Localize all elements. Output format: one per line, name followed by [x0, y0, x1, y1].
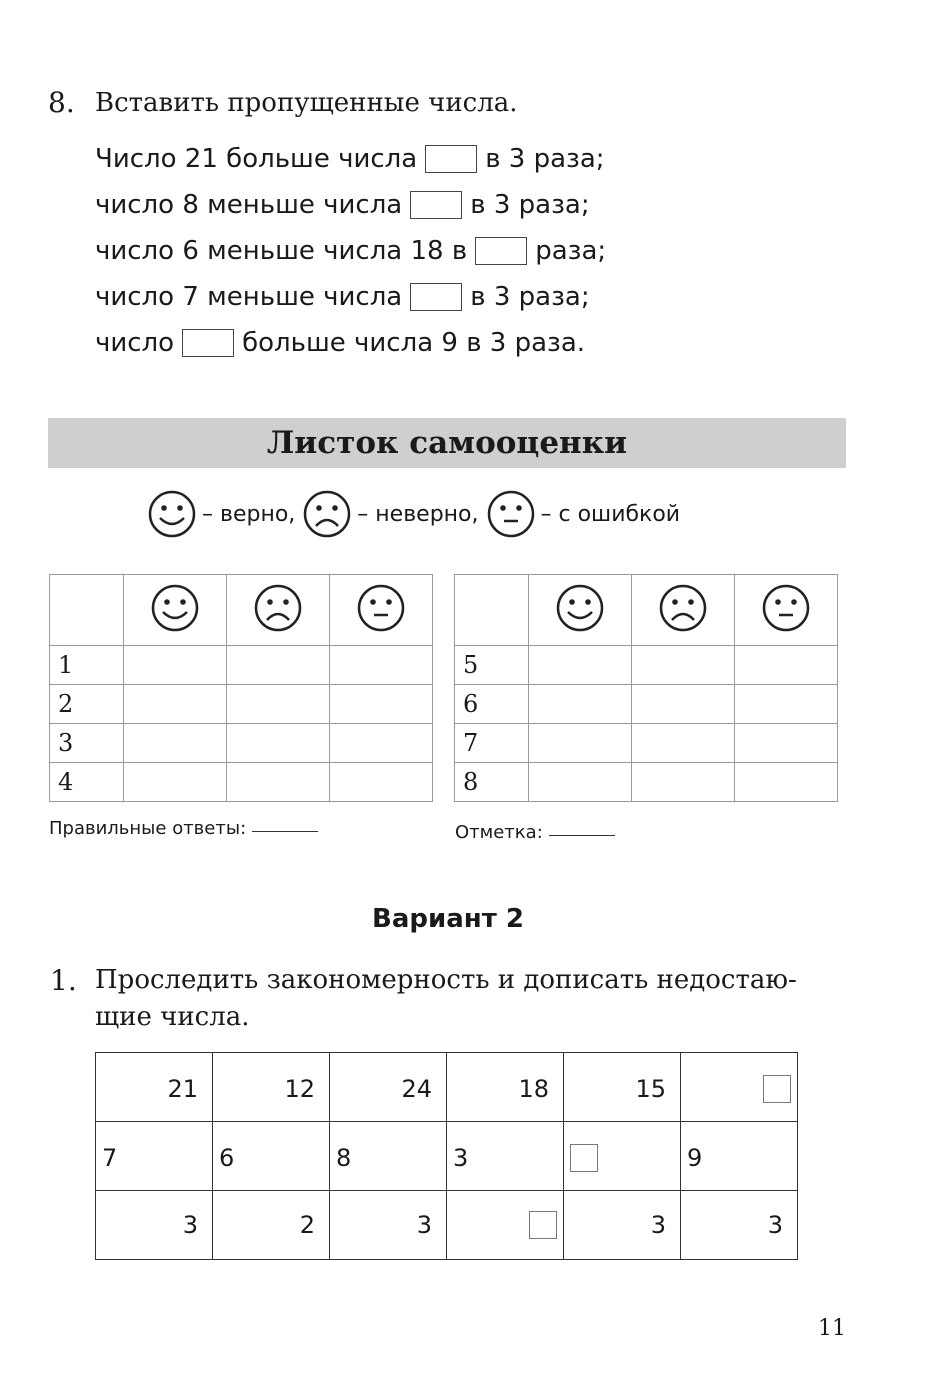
line-2-text-a: число 8 меньше числа: [95, 190, 403, 220]
row-number: 3: [50, 724, 124, 763]
variant-title: Вариант 2: [372, 904, 524, 934]
grid-cell: 9: [681, 1122, 798, 1191]
page-number: 11: [818, 1316, 846, 1341]
grid-cell: [564, 1122, 681, 1191]
missing-number-box[interactable]: [529, 1211, 557, 1239]
grid-cell: [681, 1053, 798, 1122]
grid-cell: 6: [213, 1122, 330, 1191]
grade-label: Отметка:: [455, 822, 543, 843]
self-assessment-table-left: [49, 574, 433, 802]
row-number: 6: [455, 685, 529, 724]
row-number: 5: [455, 646, 529, 685]
task-8-title: Вставить пропущенные числа.: [95, 88, 518, 118]
variant2-task-1-number: 1.: [50, 964, 77, 997]
line-5-text-a: число: [95, 328, 175, 358]
smiley-neutral-icon: [355, 582, 407, 634]
line-1-text-b: в 3 раза;: [485, 144, 605, 174]
line-4-text-a: число 7 меньше числа: [95, 282, 403, 312]
row-number: 8: [455, 763, 529, 802]
legend-correct-label: – верно,: [202, 501, 296, 527]
answer-box-4[interactable]: [410, 283, 462, 311]
row-number: 4: [50, 763, 124, 802]
correct-answers-blank[interactable]: [252, 831, 318, 832]
smiley-sad-icon: [252, 582, 304, 634]
legend-wrong-label: – неверно,: [357, 501, 479, 527]
missing-number-box[interactable]: [570, 1144, 598, 1172]
task-8-line-3: [95, 236, 606, 266]
self-assessment-banner: [48, 418, 846, 468]
grid-cell: 8: [330, 1122, 447, 1191]
grid-cell: 24: [330, 1053, 447, 1122]
smiley-sad-icon: [301, 488, 353, 540]
grid-cell: 12: [213, 1053, 330, 1122]
grid-cell: 3: [564, 1191, 681, 1260]
pattern-grid: [95, 1052, 798, 1260]
line-2-text-b: в 3 раза;: [470, 190, 590, 220]
variant2-task-1-line-2: щие числа.: [95, 1002, 250, 1032]
row-number: 1: [50, 646, 124, 685]
line-3-text-a: число 6 меньше числа 18 в: [95, 236, 468, 266]
smiley-legend: [146, 488, 680, 540]
grid-cell: 7: [96, 1122, 213, 1191]
answer-box-2[interactable]: [410, 191, 462, 219]
line-3-text-b: раза;: [535, 236, 607, 266]
grid-cell: 3: [681, 1191, 798, 1260]
smiley-happy-icon: [554, 582, 606, 634]
smiley-neutral-icon: [760, 582, 812, 634]
grid-cell: 18: [447, 1053, 564, 1122]
task-8-line-2: [95, 190, 590, 220]
self-assessment-table-right: [454, 574, 838, 802]
task-8-line-5: [95, 328, 585, 358]
grid-cell: [447, 1191, 564, 1260]
smiley-happy-icon: [146, 488, 198, 540]
correct-answers-label: Правильные ответы:: [49, 818, 247, 839]
row-number: 2: [50, 685, 124, 724]
grade-field: [455, 822, 615, 843]
grid-cell: 3: [447, 1122, 564, 1191]
smiley-sad-icon: [657, 582, 709, 634]
grid-cell: 15: [564, 1053, 681, 1122]
variant2-task-1-line-1: Проследить закономерность и дописать недостаю-: [95, 965, 797, 995]
grade-blank[interactable]: [549, 835, 615, 836]
answer-box-5[interactable]: [182, 329, 234, 357]
smiley-happy-icon: [149, 582, 201, 634]
smiley-neutral-icon: [485, 488, 537, 540]
task-8-line-1: [95, 144, 605, 174]
line-5-text-b: больше числа 9 в 3 раза.: [242, 328, 586, 358]
answer-box-3[interactable]: [475, 237, 527, 265]
grid-cell: 3: [330, 1191, 447, 1260]
correct-answers-field: [49, 818, 318, 839]
grid-cell: 3: [96, 1191, 213, 1260]
missing-number-box[interactable]: [763, 1075, 791, 1103]
task-8-line-4: [95, 282, 590, 312]
legend-mistake-label: – с ошибкой: [540, 501, 681, 527]
self-assessment-title: Листок самооценки: [266, 425, 628, 461]
row-number: 7: [455, 724, 529, 763]
line-1-text-a: Число 21 больше числа: [95, 144, 418, 174]
line-4-text-b: в 3 раза;: [470, 282, 590, 312]
grid-cell: 21: [96, 1053, 213, 1122]
answer-box-1[interactable]: [425, 145, 477, 173]
grid-cell: 2: [213, 1191, 330, 1260]
task-8-number: 8.: [48, 86, 75, 119]
